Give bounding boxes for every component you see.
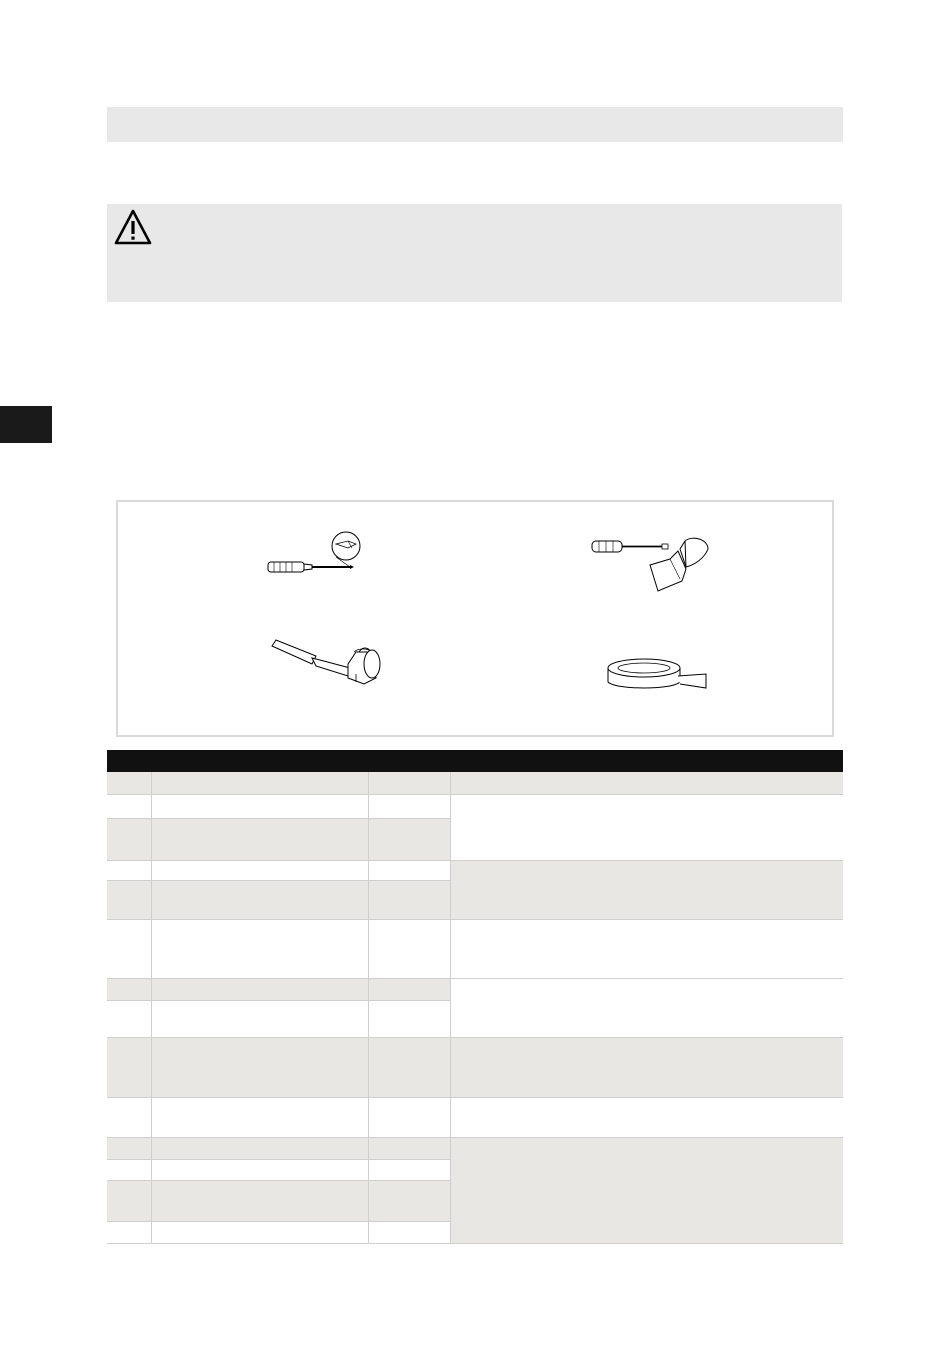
rubber-mallet-icon	[268, 634, 388, 694]
description-cell	[450, 920, 843, 979]
cell-item	[151, 1160, 369, 1180]
cell-no	[107, 1222, 152, 1243]
cell-no	[107, 772, 152, 794]
cell-no	[107, 1181, 152, 1221]
cell-item	[151, 1181, 369, 1221]
cell-qty	[368, 1181, 451, 1221]
description-cell	[450, 772, 843, 795]
cell-no	[107, 1001, 152, 1037]
warning-triangle-icon	[113, 208, 153, 246]
cell-qty	[368, 920, 451, 978]
cell-no	[107, 979, 152, 1000]
table-row	[107, 1181, 450, 1222]
cell-item	[151, 772, 369, 794]
cell-no	[107, 1160, 152, 1180]
table-row	[107, 979, 450, 1001]
table-row	[107, 1038, 450, 1098]
cell-qty	[368, 795, 451, 818]
cell-qty	[368, 881, 451, 919]
cell-qty	[368, 1160, 451, 1180]
cell-no	[107, 795, 152, 818]
description-cell	[450, 861, 843, 920]
table-row	[107, 1222, 450, 1244]
description-cell	[450, 979, 843, 1038]
cell-qty	[368, 1038, 451, 1097]
tools-figure	[116, 500, 834, 737]
cell-no	[107, 1098, 152, 1137]
cell-qty	[368, 1098, 451, 1137]
cell-item	[151, 1138, 369, 1159]
cell-qty	[368, 979, 451, 1000]
insulating-tape-icon	[606, 654, 711, 694]
table-row	[107, 1098, 450, 1138]
warning-box	[107, 204, 842, 302]
cell-no	[107, 920, 152, 978]
cell-qty	[368, 1138, 451, 1159]
section-heading	[107, 108, 115, 126]
flat-screwdriver-and-tube-icon	[590, 529, 720, 599]
cell-item	[151, 1098, 369, 1137]
table-row	[107, 819, 450, 861]
table-row	[107, 772, 450, 795]
description-cell	[450, 795, 843, 861]
cell-item	[151, 1222, 369, 1243]
table-row	[107, 1138, 450, 1160]
cell-item	[151, 881, 369, 919]
cell-qty	[368, 772, 451, 794]
cell-item	[151, 920, 369, 978]
description-cell	[450, 1038, 843, 1098]
cell-qty	[368, 1222, 451, 1243]
phillips-screwdriver-icon	[266, 527, 361, 577]
table-row	[107, 1001, 450, 1038]
cell-qty	[368, 819, 451, 860]
cell-no	[107, 819, 152, 860]
description-cell	[450, 1138, 843, 1244]
cell-item	[151, 819, 369, 860]
cell-no	[107, 1138, 152, 1159]
cell-item	[151, 795, 369, 818]
chapter-side-tab	[0, 406, 52, 443]
cell-item	[151, 1001, 369, 1037]
description-cell	[450, 1098, 843, 1138]
cell-item	[151, 861, 369, 880]
cell-item	[151, 1038, 369, 1097]
table-header	[107, 750, 843, 772]
table-row	[107, 881, 450, 920]
section-heading-bar	[107, 107, 843, 142]
cell-no	[107, 861, 152, 880]
cell-no	[107, 881, 152, 919]
table-row	[107, 920, 450, 979]
cell-item	[151, 979, 369, 1000]
cell-no	[107, 1038, 152, 1097]
table-row	[107, 1160, 450, 1181]
table-row	[107, 861, 450, 881]
table-row	[107, 795, 450, 819]
cell-qty	[368, 1001, 451, 1037]
cell-qty	[368, 861, 451, 880]
